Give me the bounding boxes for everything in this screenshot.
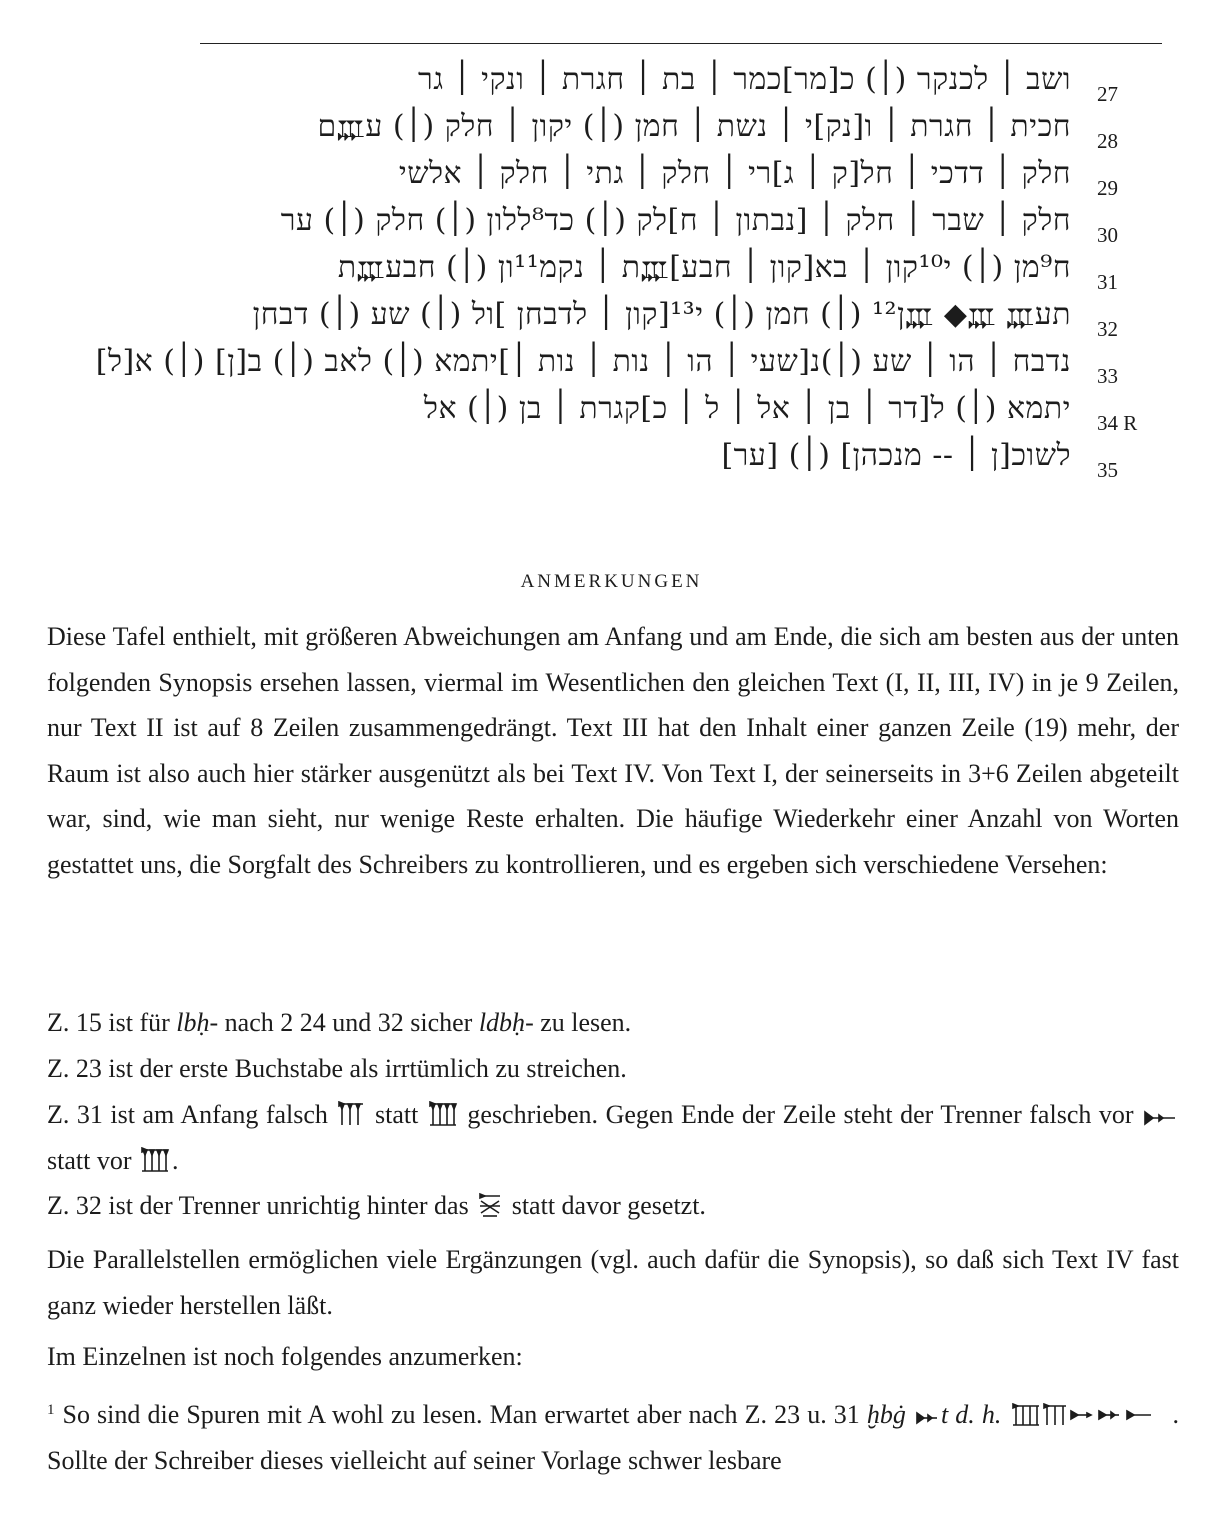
line-number: 33 xyxy=(1097,364,1118,388)
line-number: 34 R xyxy=(1097,411,1138,435)
note-text: . Sollte der Schreiber dieses vielleicht auf seiner Vorlage schwer lesbare xyxy=(47,1400,1179,1475)
note-text: Z. 15 ist für xyxy=(47,1008,177,1037)
hebrew-line: יתמא (׀) ל[דר ׀ בן ׀ אל ׀ ל ׀ כ]קגרת ׀ בן (׀) אל xyxy=(423,391,1071,426)
cuneiform-sign-icon xyxy=(337,1101,365,1127)
note-text: - nach 2 24 und 32 sicher xyxy=(209,1008,479,1037)
line-number: 31 xyxy=(1097,270,1118,294)
parallel-paragraph: Die Parallelstellen ermöglichen viele Ergänzungen (vgl. auch dafür die Synopsis), so daß sich Text IV fast ganz wieder herstellen läßt. xyxy=(47,1245,1179,1320)
hebrew-line: חכית ׀ חגרת ׀ ו[נק]י ׀ נשת ׀ חמן (׀) יקון ׀ חלק (׀) ע𐎄ם xyxy=(317,109,1071,144)
note-text: geschrieben. Gegen Ende der Zeile steht der Trenner falsch vor xyxy=(467,1100,1134,1129)
line-number: 28 xyxy=(1097,129,1118,153)
text-line xyxy=(0,389,1223,435)
text-line xyxy=(0,201,1223,247)
wedge-divider-icon xyxy=(1143,1109,1177,1127)
text-line xyxy=(0,154,1223,200)
note-text: t d. h. xyxy=(940,1400,1002,1429)
note-text: Z. 32 ist der Trenner unrichtig hinter das xyxy=(47,1191,469,1220)
note-text: . xyxy=(172,1145,179,1175)
line-number: 35 xyxy=(1097,458,1118,482)
note-text: statt vor xyxy=(47,1145,132,1175)
text-line xyxy=(0,248,1223,294)
footnote-1 xyxy=(47,1388,1179,1483)
text-line xyxy=(0,342,1223,388)
transliteration: ḫbġ xyxy=(866,1400,906,1429)
wedge-divider-icon xyxy=(915,1409,939,1427)
intro-paragraph: Diese Tafel enthielt, mit größeren Abweichungen am Anfang und am Ende, die sich am besten aus der unten folgenden Synopsis ersehen lassen, viermal im Wesentlichen den gleichen Text (I, II, III, IV) in je 9 Zeilen, nur Text II ist auf 8 Zeilen zusammengedrängt. Text III hat den Inhalt einer ganzen Zeile (19) mehr, der Raum ist also auch hier stärker ausgenützt als bei Text IV. Von Text I, der seinerseits in 3+6 Zeilen abgeteilt war, sind, wie man sieht, nur wenige Reste erhalten. Die häufige Wiederkehr einer Anzahl von Worten gestattet uns, die Sorgfalt des Schreibers zu kontrollieren, und es ergeben sich verschiedene Versehen: xyxy=(47,622,1179,879)
note-text: statt xyxy=(374,1100,419,1129)
transliteration: ldbḥ xyxy=(478,1008,526,1037)
einzelnen-paragraph: Im Einzelnen ist noch folgendes anzumerken: xyxy=(47,1342,523,1371)
transliteration: lbḥ xyxy=(176,1008,210,1037)
line-number: 27 xyxy=(1097,82,1118,106)
note-z23: Z. 23 ist der erste Buchstabe als irrtümlich zu streichen. xyxy=(47,1054,627,1083)
note-text: - zu lesen. xyxy=(525,1008,632,1037)
text-line xyxy=(0,295,1223,341)
cuneiform-sign-icon xyxy=(477,1192,503,1218)
cuneiform-sign-icon xyxy=(1011,1403,1171,1427)
hebrew-line: חלק ׀ שבר ׀ חלק ׀ [נבתון ׀ ח]לק (׀) כד⁸ללון (׀) חלק (׀) ער xyxy=(280,203,1071,238)
note-z32 xyxy=(47,1183,1179,1229)
top-rule xyxy=(200,43,1162,44)
text-line xyxy=(0,60,1223,106)
note-text: Z. 31 ist am Anfang falsch xyxy=(47,1100,328,1129)
hebrew-line: ושב ׀ לכנקר (׀) כ[מר]כמר ׀ בת ׀ חגרת ׀ ונקי ׀ גר xyxy=(417,62,1071,97)
cuneiform-sign-icon xyxy=(428,1101,458,1127)
hebrew-line: לשוכ[ן ׀ -- מנכהן] (׀) [ער] xyxy=(721,438,1071,473)
hebrew-line: ח⁹מן (׀) י¹⁰קון ׀ בא[קון ׀ חבע]𐎄ת ׀ נקמ¹¹ון (׀) חבע𐎄ת xyxy=(337,250,1071,285)
line-number: 29 xyxy=(1097,176,1118,200)
hebrew-line: נדבח ׀ הו ׀ שע (׀)נ[שעי ׀ הו ׀ נות ׀ נות ׀]יתמא (׀) לאב (׀) ב[ן] (׀) א[ל] xyxy=(95,344,1071,379)
note-text: So sind die Spuren mit A wohl zu lesen. Man erwartet aber nach Z. 23 u. 31 xyxy=(62,1400,867,1429)
cuneiform-sign-icon xyxy=(140,1147,170,1173)
hebrew-line: חלק ׀ דדכי ׀ חל[ק ׀ ג]רי ׀ חלק ׀ גתי ׀ חלק ׀ אלשי xyxy=(398,156,1071,191)
footnote-number: 1 xyxy=(47,1402,55,1418)
text-line xyxy=(0,436,1223,482)
note-z31 xyxy=(47,1092,1179,1183)
line-number: 32 xyxy=(1097,317,1118,341)
note-text: statt davor gesetzt. xyxy=(511,1191,706,1220)
text-line xyxy=(0,107,1223,153)
notes-heading: ANMERKUNGEN xyxy=(520,571,703,592)
line-number: 30 xyxy=(1097,223,1118,247)
note-z15 xyxy=(47,1000,1179,1046)
hebrew-line: תע𐎄 ◆𐎄 𐎄ן¹² (׀) חמן (׀) י¹³[קון ׀ לדבחן ]ול (׀) שע (׀) דבחן xyxy=(252,297,1071,332)
